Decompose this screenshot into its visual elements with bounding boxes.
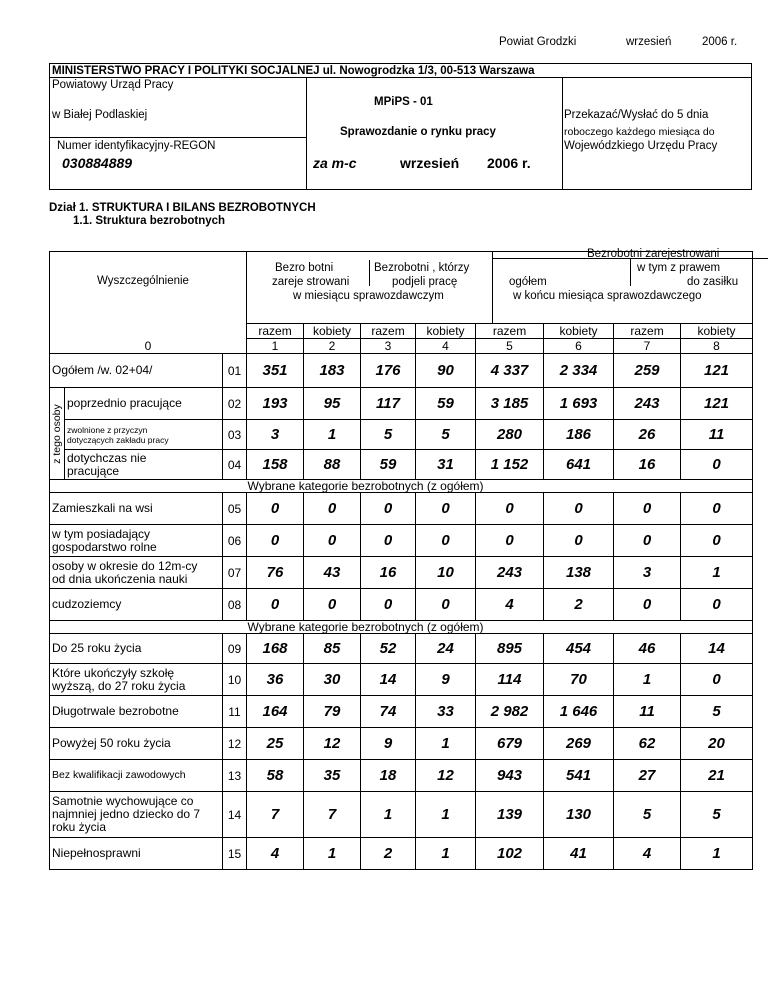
section-subtitle: 1.1. Struktura bezrobotnych — [73, 215, 226, 227]
row-label — [50, 557, 223, 589]
cell-value: 11 — [614, 696, 681, 728]
cell-value: 33 — [416, 696, 476, 728]
cell-value: 10 — [416, 557, 476, 589]
cell-value: 130 — [544, 792, 614, 838]
cell-value: 0 — [476, 493, 544, 525]
cell-value: 12 — [416, 760, 476, 792]
band-row-1 — [50, 480, 753, 493]
table-row-13 — [50, 760, 753, 792]
col-razem-1: razem — [247, 324, 304, 339]
cell-value: 183 — [304, 354, 361, 388]
cell-value: 79 — [304, 696, 361, 728]
row-label: poprzednio pracujące — [65, 388, 223, 420]
table-row-05 — [50, 493, 753, 525]
table-row-02 — [50, 388, 753, 420]
cell-value: 18 — [361, 760, 416, 792]
cell-value: 0 — [304, 493, 361, 525]
cell-value: 0 — [544, 493, 614, 525]
cell-value: 76 — [247, 557, 304, 589]
col-num-4: 4 — [416, 339, 476, 354]
header-g2-l2: podjeli pracę — [392, 276, 458, 288]
row-label-line: najmniej jedno dziecko do 7 — [52, 807, 201, 821]
cell-value: 4 — [614, 838, 681, 870]
cell-value: 895 — [476, 634, 544, 664]
row-label: Niepełnosprawni — [50, 838, 223, 870]
cell-value: 0 — [361, 493, 416, 525]
cell-value: 4 — [476, 589, 544, 621]
cell-value: 5 — [614, 792, 681, 838]
cell-value: 1 — [614, 664, 681, 696]
row-label-line: od dnia ukończenia nauki — [52, 571, 188, 586]
cell-value: 2 982 — [476, 696, 544, 728]
cell-value: 0 — [614, 525, 681, 557]
cell-value: 0 — [681, 493, 753, 525]
cell-value: 1 — [416, 728, 476, 760]
cell-value: 1 — [681, 838, 753, 870]
row-code: 14 — [223, 792, 247, 838]
cell-value: 4 337 — [476, 354, 544, 388]
cell-value: 351 — [247, 354, 304, 388]
col-kobiety-8: kobiety — [681, 324, 753, 339]
cell-value: 5 — [361, 420, 416, 450]
row-code: 09 — [223, 634, 247, 664]
cell-value: 14 — [361, 664, 416, 696]
cell-value: 3 185 — [476, 388, 544, 420]
col-razem-5: razem — [476, 324, 544, 339]
header-desc: Wyszczególnienie — [97, 275, 189, 287]
cell-value: 27 — [614, 760, 681, 792]
cell-value: 0 — [476, 525, 544, 557]
office-name: Powiatowy Urząd Pracy — [52, 79, 174, 91]
cell-value: 243 — [476, 557, 544, 589]
cell-value: 1 — [416, 792, 476, 838]
cell-value: 679 — [476, 728, 544, 760]
category-band-label: Wybrane kategorie bezrobotnych (z ogółem) — [247, 480, 753, 493]
cell-value: 5 — [681, 696, 753, 728]
form-code: MPiPS - 01 — [374, 96, 433, 108]
regon-value: 030884889 — [62, 155, 133, 171]
col-num-3: 3 — [361, 339, 416, 354]
row-code: 07 — [223, 557, 247, 589]
row-code: 08 — [223, 589, 247, 621]
row-label-line: Które ukończyły szkołę — [52, 665, 175, 680]
cell-value: 95 — [304, 388, 361, 420]
cell-value: 454 — [544, 634, 614, 664]
row-label — [50, 664, 223, 696]
side-label: z tego osoby — [51, 404, 63, 464]
row-code: 10 — [223, 664, 247, 696]
category-band-label: Wybrane kategorie bezrobotnych (z ogółem) — [247, 621, 753, 634]
cell-value: 46 — [614, 634, 681, 664]
cell-value: 21 — [681, 760, 753, 792]
col-kobiety-2: kobiety — [304, 324, 361, 339]
period-year: 2006 r. — [487, 155, 531, 171]
header-g3-total: ogółem — [509, 276, 547, 288]
row-label: Zamieszkali na wsi — [50, 493, 223, 525]
cell-value: 5 — [416, 420, 476, 450]
col-num-2: 2 — [304, 339, 361, 354]
cell-value: 36 — [247, 664, 304, 696]
table-row-14 — [50, 792, 753, 838]
row-code: 04 — [223, 450, 247, 480]
ministry-line: MINISTERSTWO PRACY I POLITYKI SOCJALNEJ ul. Nowogrodzka 1/3, 00-513 Warszawa — [52, 65, 535, 77]
cell-value: 11 — [681, 420, 753, 450]
row-label: cudzoziemcy — [50, 589, 223, 621]
send-instruction-3: Wojewódzkiego Urzędu Pracy — [564, 140, 718, 152]
table-row-11 — [50, 696, 753, 728]
cell-value: 1 — [416, 838, 476, 870]
office-city: w Białej Podlaskiej — [52, 109, 148, 121]
cell-value: 0 — [416, 493, 476, 525]
cell-value: 3 — [247, 420, 304, 450]
cell-value: 0 — [304, 525, 361, 557]
cell-value: 14 — [681, 634, 753, 664]
row-code: 06 — [223, 525, 247, 557]
col-num-6: 6 — [544, 339, 614, 354]
cell-value: 88 — [304, 450, 361, 480]
header-groups-cell — [247, 248, 753, 324]
row-code: 02 — [223, 388, 247, 420]
cell-value: 0 — [247, 525, 304, 557]
table-row-08 — [50, 589, 753, 621]
row-code: 05 — [223, 493, 247, 525]
send-instruction-1: Przekazać/Wysłać do 5 dnia — [564, 109, 709, 121]
cell-value: 1 — [304, 838, 361, 870]
cell-value: 269 — [544, 728, 614, 760]
col-razem-7: razem — [614, 324, 681, 339]
col-kobiety-4: kobiety — [416, 324, 476, 339]
row-label — [50, 525, 223, 557]
row-label — [65, 420, 223, 450]
cell-value: 139 — [476, 792, 544, 838]
row-label-line: osoby w okresie do 12m-cy — [52, 558, 198, 573]
cell-value: 138 — [544, 557, 614, 589]
cell-value: 0 — [614, 493, 681, 525]
table-header-row — [50, 252, 753, 324]
cell-value: 16 — [614, 450, 681, 480]
row-label-line: gospodarstwo rolne — [52, 539, 157, 554]
row-label-line: zwolnione z przyczyn — [67, 424, 148, 435]
cell-value: 70 — [544, 664, 614, 696]
row-code: 11 — [223, 696, 247, 728]
cell-value: 102 — [476, 838, 544, 870]
header-month: wrzesień — [626, 36, 672, 48]
table-row-04 — [50, 450, 753, 480]
table-row-07 — [50, 557, 753, 589]
unemployment-structure-table — [49, 248, 753, 870]
cell-value: 1 152 — [476, 450, 544, 480]
row-code: 03 — [223, 420, 247, 450]
cell-value: 259 — [614, 354, 681, 388]
cell-value: 1 — [681, 557, 753, 589]
row-label-line: roku życia — [52, 820, 107, 834]
cell-value: 641 — [544, 450, 614, 480]
row-label-line: w tym posiadający — [52, 526, 151, 541]
cell-value: 280 — [476, 420, 544, 450]
cell-value: 16 — [361, 557, 416, 589]
cell-value: 117 — [361, 388, 416, 420]
row-label: Długotrwale bezrobotne — [50, 696, 223, 728]
cell-value: 176 — [361, 354, 416, 388]
header-g1-l1: Bezro botni — [275, 262, 334, 274]
cell-value: 62 — [614, 728, 681, 760]
send-instruction-2: roboczego każdego miesiąca do — [564, 126, 715, 138]
row-label — [65, 450, 223, 480]
cell-value: 2 — [361, 838, 416, 870]
cell-value: 158 — [247, 450, 304, 480]
cell-value: 0 — [416, 525, 476, 557]
colnum-row — [50, 339, 753, 354]
cell-value: 0 — [681, 525, 753, 557]
cell-value: 0 — [247, 493, 304, 525]
row-label: Do 25 roku życia — [50, 634, 223, 664]
cell-value: 114 — [476, 664, 544, 696]
cell-value: 121 — [681, 388, 753, 420]
cell-value: 43 — [304, 557, 361, 589]
col-num-0: 0 — [50, 339, 247, 354]
table-row-09 — [50, 634, 753, 664]
cell-value: 0 — [361, 589, 416, 621]
cell-value: 0 — [304, 589, 361, 621]
cell-value: 9 — [416, 664, 476, 696]
cell-value: 26 — [614, 420, 681, 450]
header-g3-benefit-l2: do zasiłku — [687, 276, 739, 288]
cell-value: 1 — [304, 420, 361, 450]
col-num-8: 8 — [681, 339, 753, 354]
cell-value: 164 — [247, 696, 304, 728]
cell-value: 541 — [544, 760, 614, 792]
regon-label: Numer identyfikacyjny-REGON — [57, 140, 216, 152]
cell-value: 2 334 — [544, 354, 614, 388]
report-title: Sprawozdanie o rynku pracy — [340, 126, 496, 138]
header-g2-l1: Bezrobotni , którzy — [374, 262, 470, 274]
header-g3-title: Bezrobotni zarejestrowani — [587, 248, 720, 260]
cell-value: 7 — [304, 792, 361, 838]
table-row-10 — [50, 664, 753, 696]
cell-value: 41 — [544, 838, 614, 870]
row-code: 12 — [223, 728, 247, 760]
header-g3-benefit-l1: w tym z prawem — [637, 262, 721, 274]
cell-value: 31 — [416, 450, 476, 480]
period-label: za m-c — [313, 155, 357, 171]
row-code: 13 — [223, 760, 247, 792]
cell-value: 74 — [361, 696, 416, 728]
row-code: 01 — [223, 354, 247, 388]
cell-value: 20 — [681, 728, 753, 760]
table-row-15 — [50, 838, 753, 870]
cell-value: 0 — [681, 664, 753, 696]
section-title: Dział 1. STRUKTURA I BILANS BEZROBOTNYCH — [49, 202, 316, 214]
col-num-1: 1 — [247, 339, 304, 354]
cell-value: 1 693 — [544, 388, 614, 420]
cell-value: 1 — [361, 792, 416, 838]
cell-value: 943 — [476, 760, 544, 792]
subheader-row — [50, 324, 753, 339]
cell-value: 0 — [247, 589, 304, 621]
cell-value: 186 — [544, 420, 614, 450]
cell-value: 59 — [416, 388, 476, 420]
cell-value: 121 — [681, 354, 753, 388]
row-label: Ogółem /w. 02+04/ — [50, 354, 223, 388]
cell-value: 12 — [304, 728, 361, 760]
cell-value: 30 — [304, 664, 361, 696]
header-g3-period: w końcu miesiąca sprawozdawczego — [513, 290, 702, 302]
cell-value: 193 — [247, 388, 304, 420]
row-label: Powyżej 50 roku życia — [50, 728, 223, 760]
row-label-line: Samotnie wychowujące co — [52, 794, 194, 808]
cell-value: 3 — [614, 557, 681, 589]
cell-value: 1 646 — [544, 696, 614, 728]
cell-value: 58 — [247, 760, 304, 792]
row-label-line: dotychczas nie — [67, 450, 147, 465]
cell-value: 59 — [361, 450, 416, 480]
col-kobiety-6: kobiety — [544, 324, 614, 339]
cell-value: 52 — [361, 634, 416, 664]
band-row-2 — [50, 621, 753, 634]
row-label — [50, 792, 223, 838]
table-row-12 — [50, 728, 753, 760]
period-month: wrzesień — [400, 155, 460, 171]
row-code: 15 — [223, 838, 247, 870]
header-desc-cell — [50, 252, 247, 324]
row-label: Bez kwalifikacji zawodowych — [50, 760, 223, 792]
district-name: Powiat Grodzki — [499, 36, 577, 48]
header-year: 2006 r. — [702, 36, 738, 48]
table-row-03 — [50, 420, 753, 450]
cell-value: 0 — [681, 450, 753, 480]
cell-value: 0 — [361, 525, 416, 557]
cell-value: 35 — [304, 760, 361, 792]
side-label-cell — [50, 388, 65, 480]
cell-value: 0 — [681, 589, 753, 621]
header-g12-period: w miesiącu sprawozdawczym — [293, 290, 444, 302]
cell-value: 25 — [247, 728, 304, 760]
table-row-01 — [50, 354, 753, 388]
cell-value: 2 — [544, 589, 614, 621]
cell-value: 85 — [304, 634, 361, 664]
cell-value: 0 — [544, 525, 614, 557]
col-num-5: 5 — [476, 339, 544, 354]
cell-value: 24 — [416, 634, 476, 664]
row-label-line: dotyczących zakładu pracy — [67, 434, 169, 445]
cell-value: 9 — [361, 728, 416, 760]
row-label-line: pracujące — [67, 463, 120, 478]
cell-value: 90 — [416, 354, 476, 388]
header-g1-l2: zareje strowani — [272, 276, 350, 288]
cell-value: 243 — [614, 388, 681, 420]
cell-value: 0 — [416, 589, 476, 621]
cell-value: 168 — [247, 634, 304, 664]
cell-value: 7 — [247, 792, 304, 838]
cell-value: 5 — [681, 792, 753, 838]
cell-value: 0 — [614, 589, 681, 621]
col-razem-3: razem — [361, 324, 416, 339]
cell-value: 4 — [247, 838, 304, 870]
col-num-7: 7 — [614, 339, 681, 354]
row-label-line: wyższą, do 27 roku życia — [52, 678, 186, 693]
table-row-06 — [50, 525, 753, 557]
